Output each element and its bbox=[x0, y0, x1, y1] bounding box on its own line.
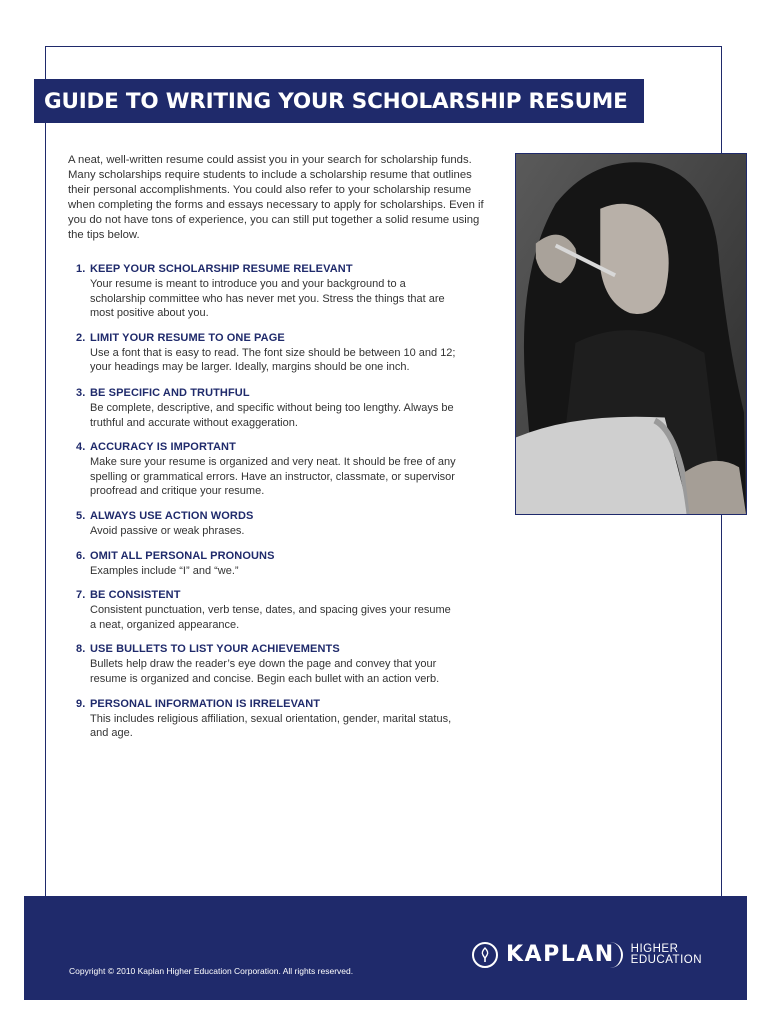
tip-heading-text: BE CONSISTENT bbox=[90, 589, 181, 602]
logo-subtitle bbox=[631, 944, 702, 967]
tip-heading bbox=[76, 386, 456, 401]
tip-heading bbox=[76, 588, 456, 603]
tip-heading-text: PERSONAL INFORMATION IS IRRELEVANT bbox=[90, 697, 321, 710]
tip-heading-text: KEEP YOUR SCHOLARSHIP RESUME RELEVANT bbox=[90, 263, 353, 275]
tip-body: Consistent punctuation, verb tense, dates, and spacing gives your resume a neat, organized appearance. bbox=[90, 604, 451, 631]
tip-number: 7. bbox=[76, 589, 86, 602]
tip-item bbox=[76, 509, 456, 539]
tip-number: 8. bbox=[76, 643, 86, 656]
tip-number: 4. bbox=[76, 441, 86, 454]
tip-body: Bullets help draw the reader’s eye down the page and convey that your resume is organized and concise. Begin each bullet with an action verb. bbox=[90, 658, 440, 685]
tip-heading bbox=[76, 697, 456, 712]
tip-number: 1. bbox=[76, 263, 86, 275]
tip-item bbox=[76, 331, 456, 375]
tip-heading-text: ALWAYS USE ACTION WORDS bbox=[90, 509, 254, 522]
tip-number: 2. bbox=[76, 331, 86, 344]
tip-heading bbox=[76, 642, 456, 657]
tip-body: This includes religious affiliation, sexual orientation, gender, marital status, and age. bbox=[90, 712, 452, 740]
woman-studying-photo bbox=[515, 153, 747, 515]
tip-heading bbox=[76, 331, 456, 346]
tip-heading-text: BE SPECIFIC AND TRUTHFUL bbox=[90, 386, 250, 399]
kaplan-logo bbox=[472, 940, 702, 970]
tip-body: Be complete, descriptive, and specific without being too lengthy. Always be truthful and accurate without exaggeration. bbox=[90, 401, 454, 429]
page-title: GUIDE TO WRITING YOUR SCHOLARSHIP RESUME bbox=[34, 79, 644, 123]
tip-body: Your resume is meant to introduce you and your background to a scholarship committee who has never met you. Stress the things that are most positive about you. bbox=[90, 278, 445, 320]
tip-heading-text: USE BULLETS TO LIST YOUR ACHIEVEMENTS bbox=[90, 643, 340, 656]
tip-item bbox=[76, 262, 456, 321]
tip-heading-text: OMIT ALL PERSONAL PRONOUNS bbox=[90, 549, 275, 562]
tip-heading bbox=[76, 509, 456, 524]
tip-item bbox=[76, 440, 456, 499]
tip-body: Make sure your resume is organized and very neat. It should be free of any spelling or grammatical errors. Have an instructor, classmate, or supervisor proofread and critique your resume. bbox=[90, 456, 456, 498]
tip-body: Examples include “I” and “we.” bbox=[90, 564, 239, 577]
tip-heading-text: LIMIT YOUR RESUME TO ONE PAGE bbox=[90, 331, 285, 344]
tip-body: Use a font that is easy to read. The font size should be between 10 and 12; your headings may be larger. Ideally, margins should be one inch. bbox=[90, 346, 456, 374]
footer-bar bbox=[24, 896, 747, 1000]
tip-item bbox=[76, 549, 456, 579]
logo-sub-line-2: EDUCATION bbox=[630, 954, 703, 966]
intro-paragraph: A neat, well-written resume could assist you in your search for scholarship funds. Many scholarships require students to include a scholarship resume that outlines their personal accomplishments. You could also refer to your scholarship resume when completing the forms and essays necessary to apply for scholarships. Even if you do not have tons of experience, you can still put together a solid resume using the tips below. bbox=[68, 154, 484, 242]
tip-number: 6. bbox=[76, 549, 86, 562]
tip-body: Avoid passive or weak phrases. bbox=[90, 524, 245, 537]
tip-number: 3. bbox=[76, 386, 86, 399]
photo-illustration-icon bbox=[516, 154, 746, 514]
tip-item bbox=[76, 386, 456, 430]
tip-item bbox=[76, 697, 456, 741]
tip-heading bbox=[76, 440, 456, 455]
tip-item bbox=[76, 588, 456, 632]
copyright-text: Copyright © 2010 Kaplan Higher Education Corporation. All rights reserved. bbox=[69, 966, 354, 976]
tip-heading bbox=[76, 549, 456, 564]
tip-heading-text: ACCURACY IS IMPORTANT bbox=[90, 441, 236, 454]
kaplan-torch-icon bbox=[472, 942, 498, 968]
tips-list bbox=[76, 262, 456, 741]
tip-number: 5. bbox=[76, 509, 86, 522]
tip-number: 9. bbox=[76, 697, 86, 710]
logo-sub-line-1: HIGHER bbox=[630, 942, 679, 955]
tip-heading bbox=[76, 262, 456, 277]
logo-wordmark: KAPLAN bbox=[500, 942, 623, 968]
tip-item bbox=[76, 642, 456, 686]
